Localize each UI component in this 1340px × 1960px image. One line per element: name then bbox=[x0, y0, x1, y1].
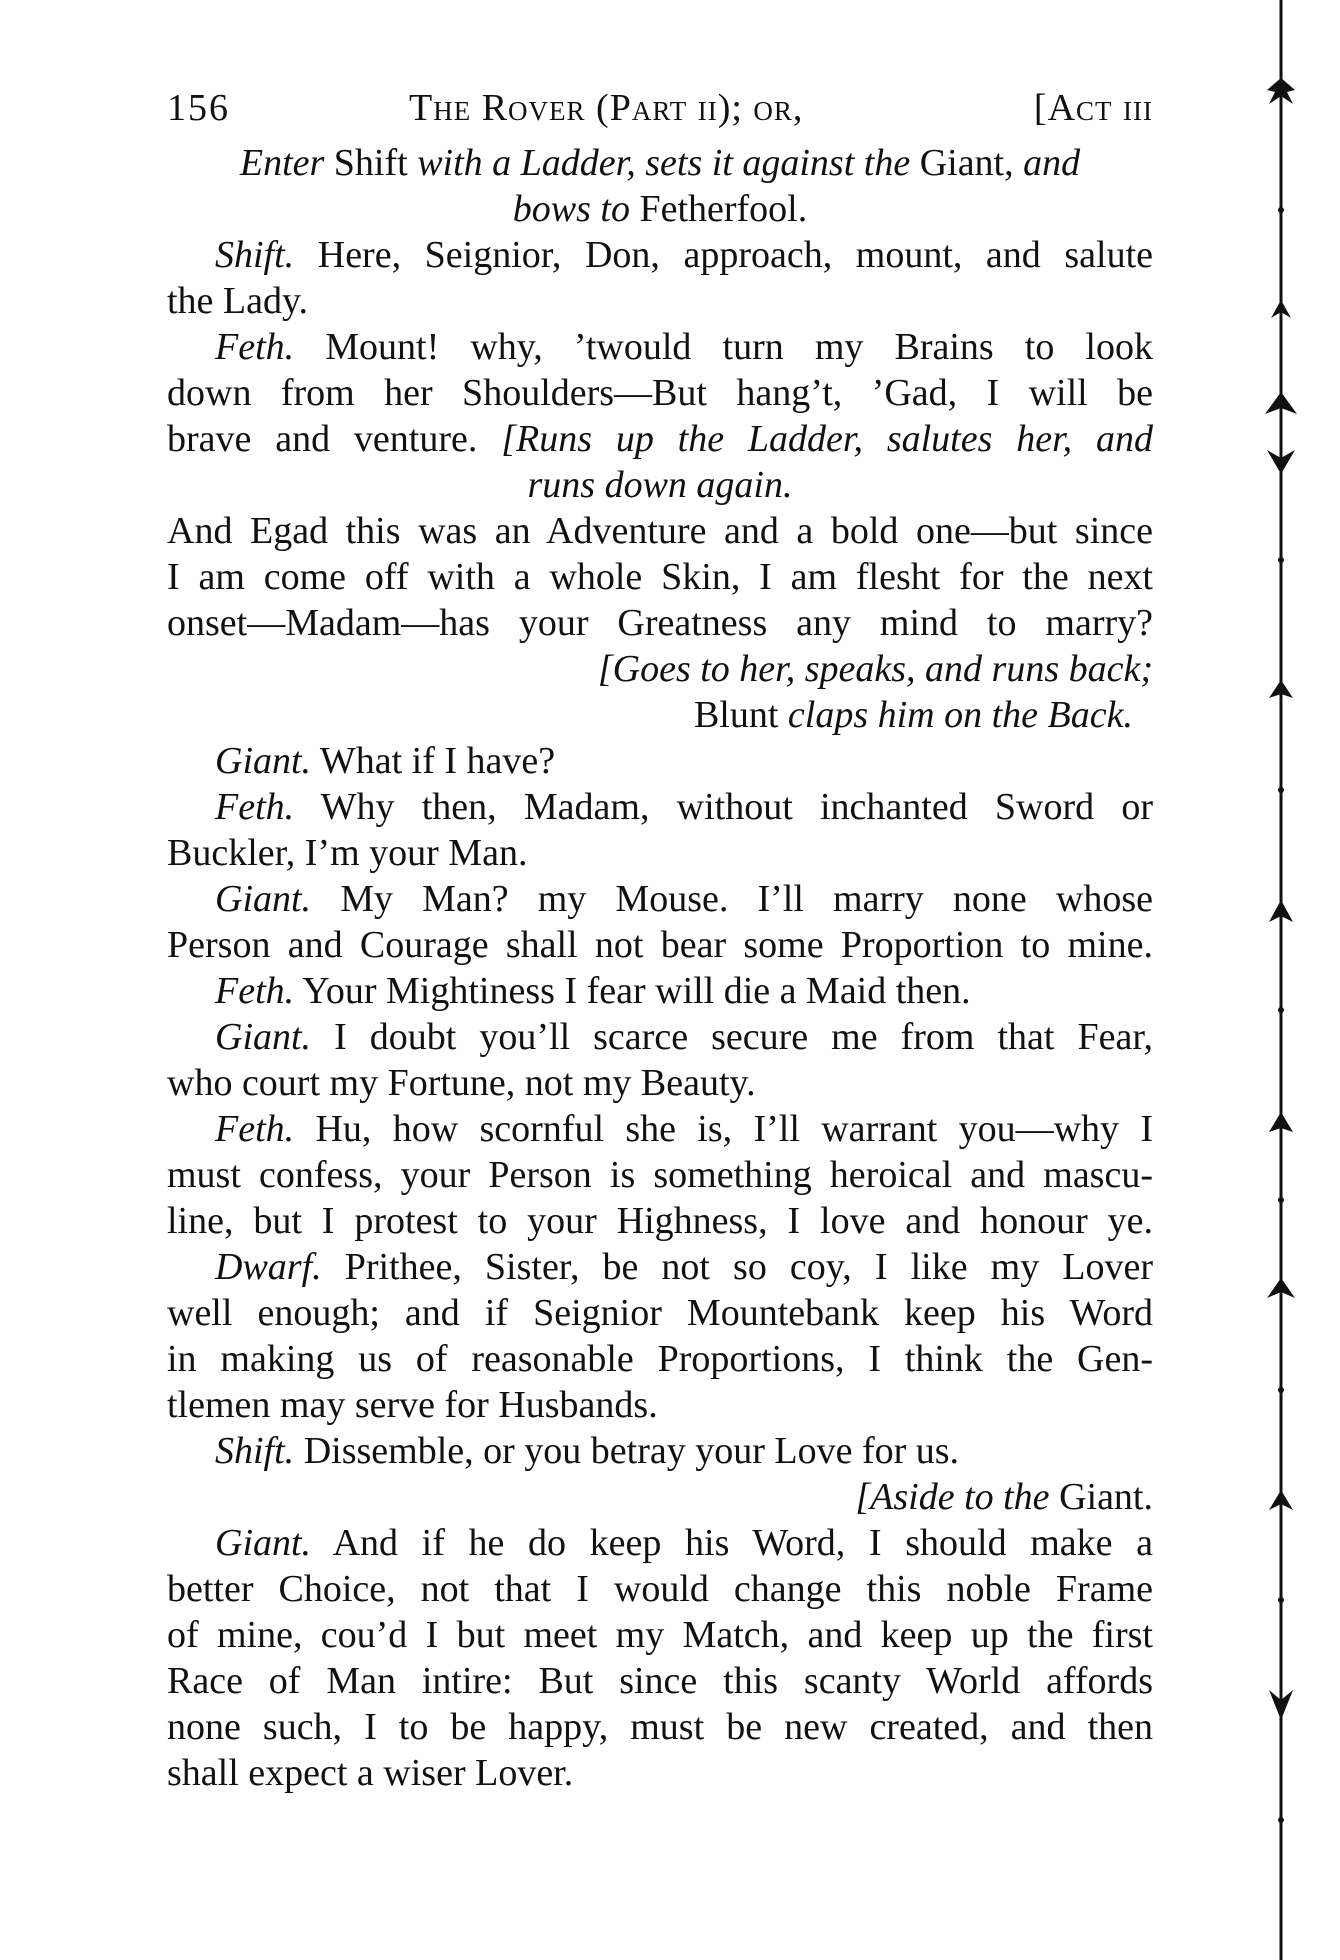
text-run: Fetherfool. bbox=[639, 188, 808, 230]
text-run: brave and venture. bbox=[167, 418, 502, 460]
text-run: Here, Seignior, Don, approach, mount, and salute bbox=[294, 234, 1153, 276]
text-run: Why then, Madam, without inchanted Sword or bbox=[294, 786, 1153, 828]
body-text bbox=[167, 140, 1153, 1796]
italic-text-run: Dwarf. bbox=[215, 1246, 322, 1288]
text-line bbox=[167, 1152, 1153, 1198]
text-run: Shift bbox=[333, 142, 418, 184]
italic-text-run: [Runs up the Ladder, salutes her, and bbox=[501, 418, 1153, 460]
text-line-speech bbox=[167, 1428, 1153, 1474]
italic-text-run: [Goes to her, speaks, and runs back; bbox=[597, 648, 1153, 690]
text-run: down from her Shoulders—But hang’t, ’Gad, I will be bbox=[167, 372, 1153, 414]
text-line bbox=[167, 1060, 1153, 1106]
text-run: in making us of reasonable Proportions, I think the Gen- bbox=[167, 1338, 1153, 1380]
decorative-border-ornament bbox=[1255, 0, 1315, 1960]
italic-text-run: Shift. bbox=[215, 1430, 295, 1472]
text-run: must confess, your Person is something heroical and mascu- bbox=[167, 1154, 1153, 1196]
text-run: My Man? my Mouse. I’ll marry none whose bbox=[311, 878, 1153, 920]
text-run: I am come off with a whole Skin, I am flesht for the next bbox=[167, 556, 1153, 598]
text-line bbox=[167, 1750, 1153, 1796]
text-line bbox=[167, 1704, 1153, 1750]
text-run: of mine, cou’d I but meet my Match, and keep up the first bbox=[167, 1614, 1153, 1656]
italic-text-run: and bbox=[1023, 142, 1081, 184]
text-run: Giant, bbox=[919, 142, 1024, 184]
italic-text-run: Giant. bbox=[215, 1522, 312, 1564]
text-run: What if I have? bbox=[311, 740, 556, 782]
text-run: Race of Man intire: But since this scanty World affords bbox=[167, 1660, 1153, 1702]
text-line-stage-direction bbox=[167, 462, 1153, 508]
text-run: better Choice, not that I would change this noble Frame bbox=[167, 1568, 1153, 1610]
text-run: tlemen may serve for Husbands. bbox=[167, 1384, 658, 1426]
italic-text-run: Shift. bbox=[215, 234, 295, 276]
italic-text-run: Feth. bbox=[215, 970, 295, 1012]
text-run: shall expect a wiser Lover. bbox=[167, 1752, 574, 1794]
text-line-speech bbox=[167, 324, 1153, 370]
text-run: I doubt you’ll scarce secure me from that Fear, bbox=[311, 1016, 1153, 1058]
text-line-speech bbox=[167, 784, 1153, 830]
italic-text-run: bows to bbox=[512, 188, 640, 230]
italic-text-run: Feth. bbox=[215, 786, 295, 828]
text-run: And if he do keep his Word, I should make a bbox=[311, 1522, 1153, 1564]
text-run: onset—Madam—has your Greatness any mind to marry? bbox=[167, 602, 1153, 644]
text-line-speech bbox=[167, 738, 1153, 784]
text-line bbox=[167, 508, 1153, 554]
text-line bbox=[167, 1336, 1153, 1382]
text-line-stage-direction bbox=[167, 186, 1153, 232]
italic-text-run: Giant. bbox=[215, 740, 312, 782]
text-line bbox=[167, 1658, 1153, 1704]
text-run: And Egad this was an Adventure and a bold one—but since bbox=[167, 510, 1153, 552]
text-run: Hu, how scornful she is, I’ll warrant you—why I bbox=[294, 1108, 1153, 1150]
text-line bbox=[167, 1198, 1153, 1244]
text-run: Your Mightiness I fear will die a Maid then. bbox=[294, 970, 971, 1012]
italic-text-run: Feth. bbox=[215, 326, 295, 368]
text-line-speech bbox=[167, 1014, 1153, 1060]
text-run: who court my Fortune, not my Beauty. bbox=[167, 1062, 756, 1104]
text-run: Dissemble, or you betray your Love for us. bbox=[294, 1430, 960, 1472]
text-run: none such, I to be happy, must be new created, and then bbox=[167, 1706, 1153, 1748]
italic-text-run: [Aside to the bbox=[855, 1476, 1060, 1518]
text-line-speech bbox=[167, 1106, 1153, 1152]
text-line bbox=[167, 1566, 1153, 1612]
italic-text-run: with a Ladder, sets it against the bbox=[417, 142, 920, 184]
text-run: the Lady. bbox=[167, 280, 309, 322]
text-run: Giant. bbox=[1059, 1476, 1153, 1518]
text-line-stage-direction bbox=[167, 692, 1153, 738]
text-line bbox=[167, 830, 1153, 876]
text-line bbox=[167, 1612, 1153, 1658]
text-line-stage-direction bbox=[167, 646, 1153, 692]
text-line-stage-direction bbox=[167, 140, 1153, 186]
text-line-stage-direction bbox=[167, 1474, 1153, 1520]
text-line bbox=[167, 1290, 1153, 1336]
text-line-speech bbox=[167, 1244, 1153, 1290]
text-run: Blunt bbox=[693, 694, 788, 736]
text-line-speech bbox=[167, 876, 1153, 922]
text-run: Prithee, Sister, be not so coy, I like my Lover bbox=[321, 1246, 1153, 1288]
act-marker: [Act iii bbox=[1033, 87, 1153, 129]
italic-text-run: Giant. bbox=[215, 1016, 312, 1058]
italic-text-run: Feth. bbox=[215, 1108, 295, 1150]
italic-text-run: Giant. bbox=[215, 878, 312, 920]
text-line-speech bbox=[167, 968, 1153, 1014]
text-run: well enough; and if Seignior Mountebank keep his Word bbox=[167, 1292, 1153, 1334]
text-line-speech bbox=[167, 1520, 1153, 1566]
text-run: Person and Courage shall not bear some Proportion to mine. bbox=[167, 924, 1153, 966]
text-line-speech bbox=[167, 232, 1153, 278]
running-title: The Rover (Part ii); or, bbox=[409, 87, 804, 129]
text-line bbox=[167, 554, 1153, 600]
text-run: Mount! why, ’twould turn my Brains to look bbox=[294, 326, 1153, 368]
text-line bbox=[167, 416, 1153, 462]
italic-text-run: claps him on the Back. bbox=[787, 694, 1133, 736]
text-run: line, but I protest to your Highness, I love and honour ye. bbox=[167, 1200, 1153, 1242]
italic-text-run: runs down again. bbox=[527, 464, 793, 506]
text-line bbox=[167, 370, 1153, 416]
text-line bbox=[167, 1382, 1153, 1428]
italic-text-run: Enter bbox=[239, 142, 334, 184]
text-line bbox=[167, 922, 1153, 968]
text-line bbox=[167, 600, 1153, 646]
text-line bbox=[167, 278, 1153, 324]
page-number: 156 bbox=[167, 87, 230, 129]
text-run: Buckler, I’m your Man. bbox=[167, 832, 528, 874]
running-head bbox=[167, 86, 1153, 130]
